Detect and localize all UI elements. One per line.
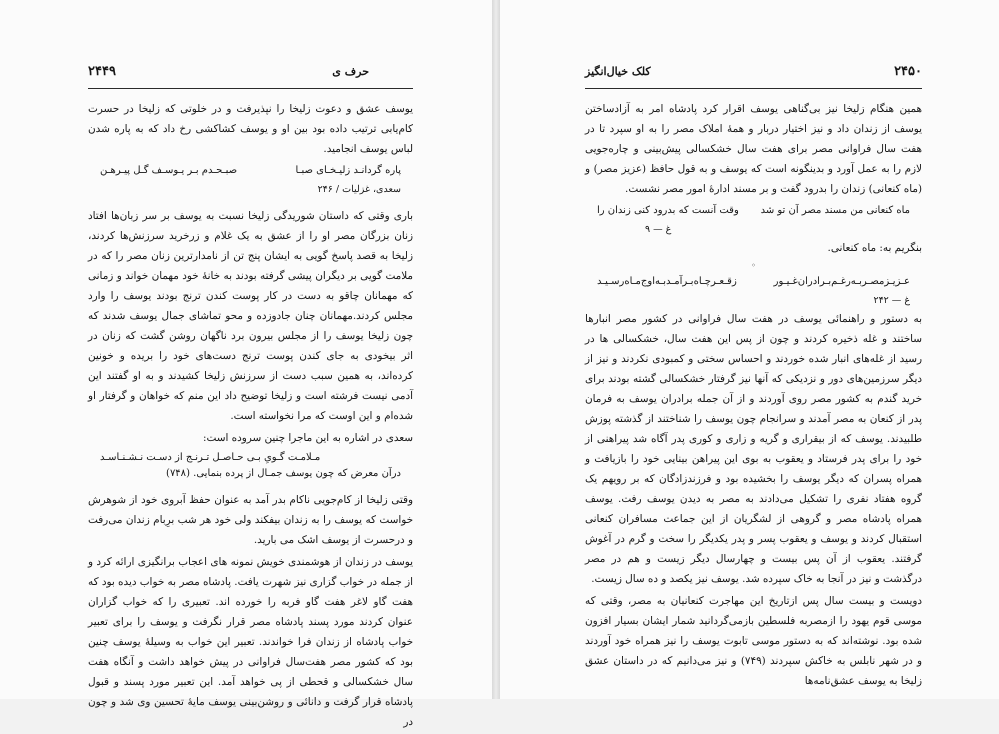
right-paragraph-2: بنگریم به: ماه کنعانی. [827, 242, 922, 254]
section-mark: ◦ [751, 261, 756, 270]
left-paragraph-1: یوسف عشق و دعوت زلیخا را نپذیرفت و در خلوتی که زلیخا در حسرت کام‌یابی ترتیب داده بود بین او و یوسف کشاکشی رخ داد که به پاره شدن لباس یوسف انجامید. [88, 103, 413, 155]
left-paragraph-4: وقتی زلیخا از کام‌جویی ناکام بدر آمد به عنوان حفظ آبروی خود از شوهرش خواست که یوسف را به زندان بیفکند ولی خود هر شب برِبام زندان می‌رفت و درحسرت از یوسف اشک می‌ بارید. [88, 494, 413, 546]
right-page-number: ۲۴۵۰ [894, 64, 922, 79]
left-verse-1-hemistich-a: پاره گردانـد زلیـخـای صبـا [295, 165, 401, 176]
left-citation-1: سعدی، غزلیات / ۲۴۶ [317, 184, 401, 195]
right-page [500, 0, 999, 699]
right-verse-1-hemistich-b: وقت آنست که بدرود کنی زندان را [597, 205, 739, 216]
right-verse-1-hemistich-a: ماه کنعانی من مسند مصر آن تو شد [760, 205, 910, 216]
right-paragraph-1: همین هنگام زلیخا نیز بی‌گناهی یوسف اقرار کرد پادشاه امر به آزادساختن یوسف از زندان داد و نیز اختیار دربار و همهٔ املاک مصر را به او سپرد تا در هفت سال فراوانی مصر برای هفت سال خشکسالی پیش‌بینی و چاره‌جویی لازم را به عمل آورد و بدینگونه است که یوسف و به قول حافظ (عزیز مصر) و (ماه کنعانی) زندان را بدرود گفت و بر مسند ادارهٔ امور مصر نشست. [585, 103, 922, 195]
left-verse-2 [88, 450, 413, 482]
left-page-content [88, 62, 413, 734]
right-citation-1: غ — ۹ [645, 224, 672, 235]
right-paragraph-4: دویست و بیست سال پس ازتاریخ این مهاجرت کنعانیان به مصر، وقتی که موسی قوم یهود را ازمصربه فلسطین بازمی‌گردانید شمار ایشان بسیار افزون شده بود. نوشته‌اند که به دستور موسی تابوت یوسف را نیز همراه خود آوردند و در شهر نابلس به خاکش سپردند (۷۴۹) و نیز می‌دانیم که در داستان عشق زلیخا به یوسف عشق‌نامه‌ها [585, 595, 922, 687]
right-page-content [585, 62, 922, 693]
left-page-header [88, 62, 413, 89]
right-verse-2 [585, 272, 922, 292]
left-running-head: حرف ی [332, 65, 369, 78]
right-citation-2: غ — ۲۴۲ [873, 295, 910, 306]
left-page-number: ۲۴۴۹ [88, 64, 116, 79]
left-verse-1 [88, 161, 413, 181]
left-verse-1-hemistich-b: صبـحـدم بـر یـوسـف گـل پیـرهـن [100, 165, 238, 176]
right-verse-2-hemistich-a: عـزیـزمصـربـه‌رغـم‌بـرادران‌غـیـور [773, 276, 910, 287]
left-page [0, 0, 492, 728]
left-verse-2-hemistich-b: درآن معرض که چون یوسف جمـال از پرده بنمایی. (۷۴۸) [166, 468, 401, 479]
right-verse-2-hemistich-b: زقـعـرچـاه‌بـرآمـدبـه‌اوج‌مـاه‌رسـیـد [597, 276, 737, 287]
right-page-header [585, 62, 922, 89]
left-paragraph-5: یوسف در زندان از هوشمندی خویش نمونه های اعجاب برانگیزی ارائه کرد و از جمله در خواب گزاری نیز شهرت یافت. پادشاه مصر به خواب دیده بود که هفت گاو لاغر هفت گاو فربه را خورده اند. تعبیری را که خواب گزاران عنوان کردند مورد پسند پادشاه مصر قرار نگرفت و یوسف را برای تعبیر خواب پادشاه از زندان فرا خواندند. تعبیر این خواب به وسیلهٔ یوسف چنین بود که کشور مصر هفت‌سال فراوانی در پیش خواهد داشت و آنگاه هفت سال خشکسالی و قحطی از پی خواهد آمد. این تعبیر مورد پسند و قبول پادشاه قرار گرفت و دانائی و روشن‌بینی یوسف مایهٔ تحسین وی شد و چون در [88, 556, 413, 728]
left-verse-2-hemistich-a: مـلامـت گـویِ بـی حـاصـل تـرنـج از دسـت نـشـنـاسـد [100, 452, 321, 463]
right-verse-1 [585, 201, 922, 221]
right-running-head: کلک خیال‌انگیز [585, 65, 651, 78]
left-paragraph-3: سعدی در اشاره به این ماجرا چنین سروده است: [203, 432, 413, 444]
right-paragraph-3: به دستور و راهنمائی یوسف در هفت سال فراوانی در کشور مصر انبارها ساختند و غله ذخیره کردند و چون از پس این هفت سال، خشکسالی ها در رسید از غله‌های انبار شده خوردند و احساس سختی و کمبودی نکردند و نیز از دیگر سرزمین‌های دور و نزدیکی که آنها نیز گرفتار خشکسالی گشته بودند برای خرید گندم به کشور مصر روی آوردند و از آن جمله برادران یوسف به فرمان پدر از کنعان به مصر آمدند و سرانجام چون یوسف را شناختند از گذشته پوزش طلبیدند. یوسف که از بیقراری و گریه و زاری و کوری پدر آگاه شد پیراهنی از خود را برای پدر فرستاد و یعقوب به بوی این پیراهن بینایی خود را بازیافت و همراه پسران که دیگر یوسف را بخشیده بود و فرزندزادگان که بر رویهم یک گروه هفتاد نفری را تشکیل می‌دادند به مصر به دیدن یوسف رفت. یوسف همراه پادشاه مصر و گروهی از لشگریان از این جماعت مسافران کنعانی استقبال کردند و یوسف و یعقوب پسر و پدر یکدیگر را سخت و گرم در آغوش گرفتند. یعقوب از آن پس بیست و چهارسال دیگر زیست و هم در مصر درگذشت و نیز در آنجا به خاک سپرده شد. یوسف نیز یکصد و ده سال زیست. [585, 313, 922, 585]
left-paragraph-2: باری وقتی که داستان شوریدگی زلیخا نسبت به یوسف بر سر زبان‌ها افتاد زنان بزرگان مصر او را از عشق به یک غلام و زرخرید سرزنش‌ها کردند، زلیخا به قصد پاسخ گویی به ایشان پنج تن از نامدارترین زنان مصر را که در ملامت گویی بر دیگران پیشی گرفته بودند به خانهٔ خود مهمان خواند و زمانی که مهمانان چاقو به دست در کار پوست کندن ترنج بودند یوسف را وارد مجلس کردند.مهمانان چنان جادوزده و محو تماشای جمال یوسف شدند که چون زلیخا یوسف را از مجلس بیرون برد ناگهان روشن گشت که زنان در اثر بیخودی به جای کندن پوست ترنج دست‌های خود را بریده و خونین کرده‌اند، به همین سبب دست از سرزنش زلیخا کشیدند و به او گفتند این آدمی نیست فرشته است و زلیخا توضیح داد این منم که خواهان و گرفتار او شده‌ام و این اوست که مرا نخواسته است. [88, 210, 413, 422]
book-gutter [492, 0, 500, 699]
